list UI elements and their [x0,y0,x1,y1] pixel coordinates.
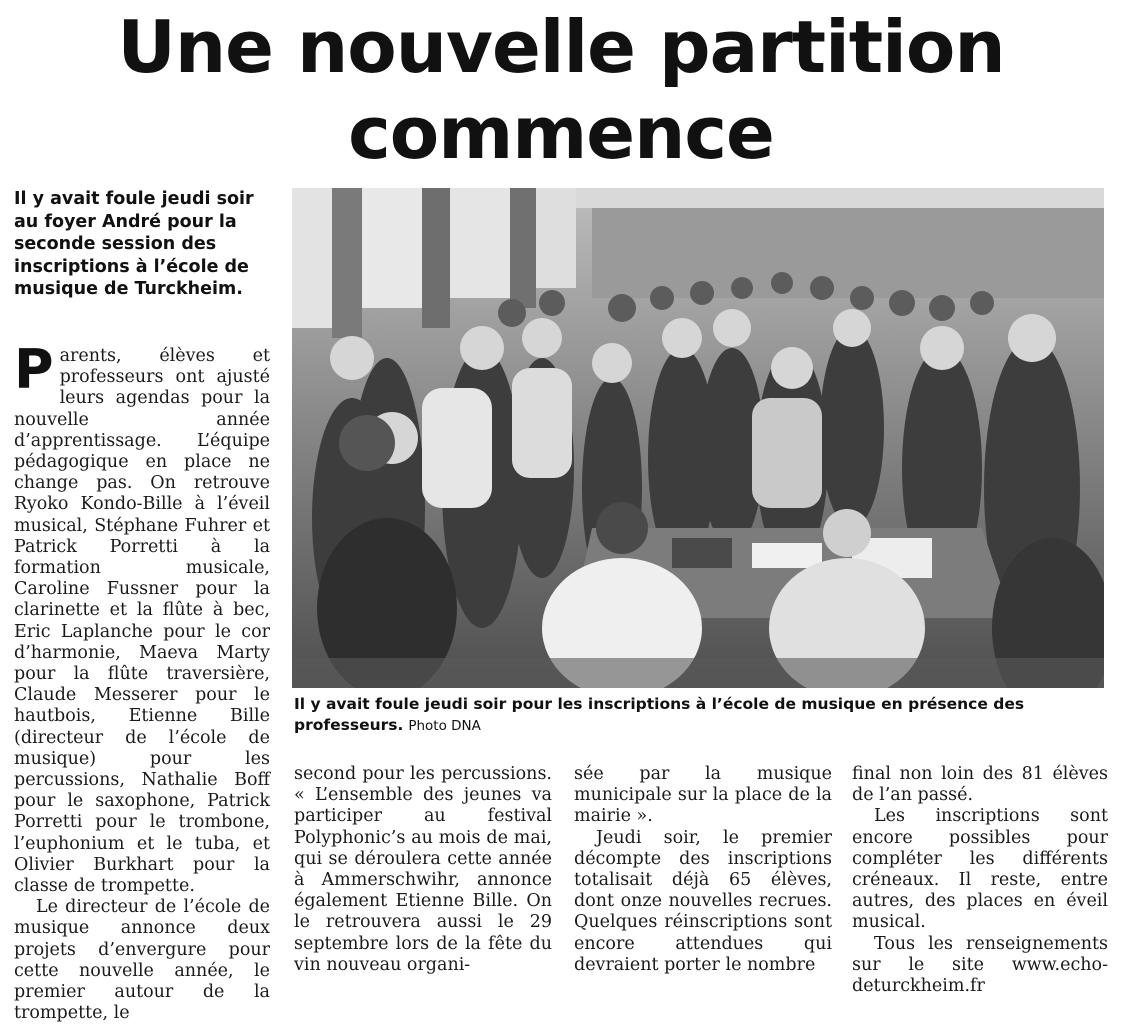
paragraph: Les inscriptions sont encore possibles pour compléter les différents créneaux. Il reste, entre autres, des places en éveil musical. [852,806,1108,933]
paragraph [14,338,270,897]
text-column-4 [852,764,1108,997]
article-photo [292,188,1104,688]
headline-line-2: commence [348,91,774,175]
paragraph: Jeudi soir, le premier décompte des inscriptions totalisait déjà 65 élèves, dont onze nouvelles recrues. Quelques réinscriptions sont encore attendues qui devraient porter le nombre [574,827,832,975]
paragraph: Le directeur de l’école de musique annonce deux projets d’envergure pour cette nouvelle année, le premier autour de la trompette, le [14,897,270,1024]
drop-cap: P [14,338,54,401]
paragraph: sée par la musique municipale sur la place de la mairie ». [574,764,832,827]
caption-text: Il y avait foule jeudi soir pour les inscriptions à l’école de musique en présence des professeurs. [294,695,1025,734]
text-column-2 [294,764,552,976]
headline [0,4,1122,176]
crowd-photo-illustration [292,188,1104,688]
photo-credit: Photo DNA [408,718,481,734]
text-column-1 [14,338,270,1025]
paragraph-text: arents, élèves et professeurs ont ajusté leurs agendas pour la nouvelle année d’apprentissage. L’équipe pédagogique en place ne change pas. On retrouve Ryoko Kondo-Bille à l’éveil musical, Stéphane Fuhrer et Patrick Porretti à la formation musicale, Caroline Fussner pour la clarinette et la flûte à bec, Eric Laplanche pour le cor d’harmonie, Maeva Marty pour la flûte traversière, Claude Messerer pour le hautbois, Etienne Bille (directeur de l’école de musique) pour les percussions, Nathalie Boff pour le saxophone, Patrick Porretti pour le trombone, l’euphonium et le tuba, et Olivier Burkhart pour la classe de trompette. [14,346,270,897]
paragraph: second pour les percussions. « L’ensemble des jeunes va participer au festival Polyphonic’s au mois de mai, qui se déroulera cette année à Ammerschwihr, annonce également Etienne Bille. On le retrouvera aussi le 29 septembre lors de la fête du vin nouveau organi- [294,764,552,975]
article-lead: Il y avait foule jeudi soir au foyer André pour la seconde session des inscriptions à l’école de musique de Turckheim. [14,189,254,299]
headline-line-1: Une nouvelle partition [117,5,1005,89]
photo-caption [294,694,1106,737]
paragraph: final non loin des 81 élèves de l’an passé. [852,764,1108,806]
text-column-3 [574,764,832,976]
paragraph: Tous les renseignements sur le site www.echo-deturckheim.fr [852,933,1108,997]
